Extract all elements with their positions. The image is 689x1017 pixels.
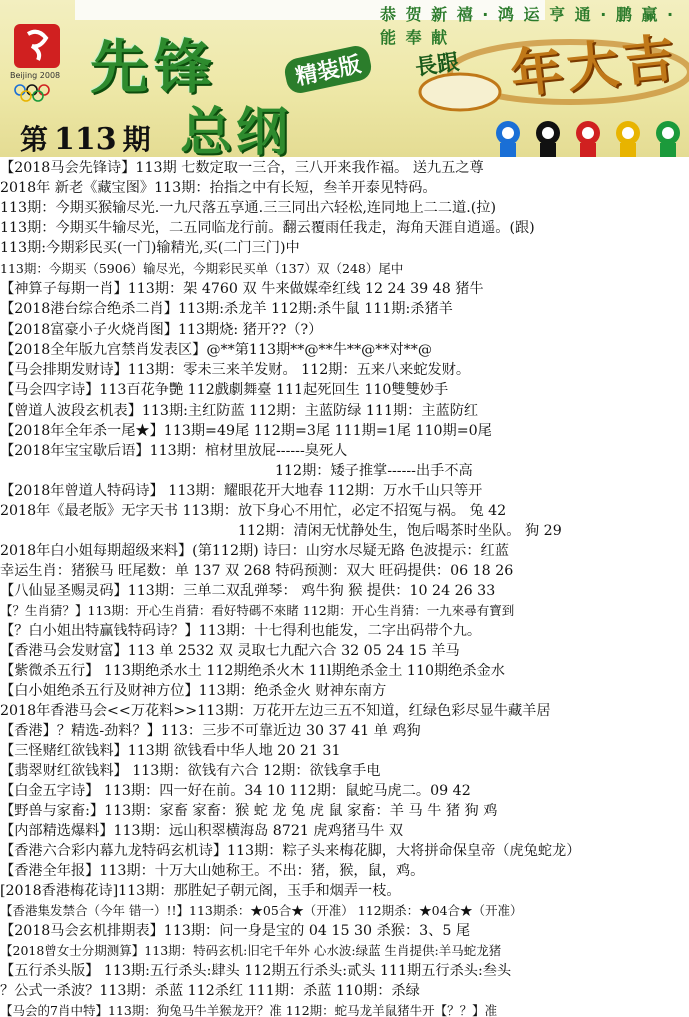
title-sub: 总纲: [180, 103, 293, 157]
text-line: 2018年 新老《藏宝图》113期：抬指之中有长短，叁羊开泰见特码。: [0, 180, 437, 196]
greeting-big: 年大吉: [507, 28, 682, 106]
emblem-text: Beijing 2008: [10, 71, 61, 80]
text-line: 【曾道人波段玄机表】113期:主红防蓝 112期：主蓝防绿 111期：主蓝防红: [0, 403, 479, 419]
text-line: 2018年香港马会<<万花料>>113期：万花开左边三五不知道，红绿色彩尽显牛藏羊居: [0, 703, 551, 719]
text-line: 【内部精选爆料】113期：远山积翠横海岛 8721 虎鸡猪马牛 双: [0, 823, 404, 839]
text-line: 【2018年宝宝歇后语】113期：棺材里放屁------臭死人: [0, 443, 348, 459]
text-line: 112期：清闲无忧静处生，饱后喝茶时坐队。 狗 29: [238, 523, 562, 539]
text-line: 【白小姐绝杀五行及财神方位】113期：绝杀金火 财神东南方: [0, 683, 387, 699]
header-banner: [0, 0, 689, 157]
text-line: 【香港马会发财富】113 单 2532 双 灵取七九配六合 32 05 24 15 羊马: [0, 643, 460, 659]
text-line: 幸运生肖：猪猴马 旺尾数：单 137 双 268 特码预测：双大 旺码提供：06 18 26: [0, 563, 514, 579]
text-line: 113期：今期买牛输尽光，二五同临龙行前。翻云覆雨任我走，海角天涯自逍遥。(跟): [0, 220, 535, 236]
banner-slogan: 恭 贺 新 禧 · 鸿 运 亨 通 · 鹏 赢 · 能 奉 献: [380, 5, 676, 47]
text-line: 【？白小姐出特赢钱特码诗？】113期：十七得利也能发，二字出码带个九。: [0, 623, 482, 639]
text-line: 【2018马会玄机排期表】113期：问一身是宝的 04 15 30 杀猴：3、5 尾: [0, 923, 471, 939]
text-line: 【香港】？精选-劲料？】113：三步不可靠近边 30 37 41 单 鸡狗: [0, 723, 421, 739]
text-line: 【2018曾女士分期测算】113期：特码玄机:旧宅千年外 心水波:绿蓝 生肖提供:羊马蛇龙猪: [0, 943, 502, 958]
title-main: 先锋: [90, 33, 219, 101]
text-line: 113期：今期买猴输尽光.一九尺落五享通.三三同出六轻松,连同地上二二道.(拉): [0, 200, 497, 216]
fuwa-mascots-icon: [490, 117, 685, 157]
text-line: 【马会排期发财诗】113期：零未三来羊发财。 112期：五来八来蛇发财。: [0, 362, 471, 378]
text-line: 【2018年曾道人特码诗】 113期：耀眼花开大地春 112期：万水千山只等开: [0, 483, 483, 499]
text-line: 【香港六合彩内幕九龙特码玄机诗】113期：粽子头来梅花脚，大将拼命保皇帝（虎兔蛇龙）: [0, 843, 581, 859]
text-line: 113期:今期彩民买(一门)输精光,买(二门三门)中: [0, 240, 300, 256]
issue-number: 113: [54, 122, 117, 157]
greeting-small: 長跟: [413, 50, 461, 81]
text-line: 【马会的7肖中特】113期：狗兔马牛羊猴龙开？准 112期：蛇马龙羊鼠猪牛开【？？】准: [0, 1003, 498, 1017]
issue-prefix: 第: [20, 123, 49, 156]
text-line: 【香港集发禁合（今年 错一）!!】113期杀：★05合★（开准） 112期杀：★04合★（开准）: [0, 903, 523, 918]
text-line: 【2018年全年杀一尾★】113期=49尾 112期=3尾 111期=1尾 110期=0尾: [0, 423, 492, 439]
text-line: 113期：今期买（5906）输尽光，今期彩民买单（137）双（248）尾中: [0, 261, 404, 276]
text-line: 【三怪赌红欲钱料】113期 欲钱看中华人地 20 21 31: [0, 743, 341, 759]
text-line: ？公式一杀波？113期：杀蓝 112杀红 111期：杀蓝 110期：杀绿: [0, 983, 420, 999]
text-line: 【马会四字诗】113百花争艷 112戲劇舞臺 111起死回生 110雙雙妙手: [0, 382, 449, 398]
text-line: 【白金五字诗】 113期：四一好在前。34 10 112期：鼠蛇马虎二。09 42: [0, 783, 471, 799]
text-line: 2018年白小姐每期超级来料】(第112期) 诗曰：山穷水尽疑无路 色波提示：红蓝: [0, 543, 509, 559]
edition-badge: 精装版: [282, 43, 373, 95]
text-line: 【五行杀头版】 113期:五行杀头:肆头 112期五行杀头:贰头 111期五行杀头:叁头: [0, 963, 512, 979]
text-line: 112期：矮子推掌------出手不高: [275, 463, 473, 479]
text-line: 【翡翠财红欲钱料】 113期：欲钱有六合 12期：欲钱拿手电: [0, 763, 381, 779]
text-line: 2018年《最老版》无字天书 113期：放下身心不用忙，必定不招冤与祸。 兔 42: [0, 503, 507, 519]
text-line: 【八仙显圣赐灵码】113期：三单二双乱弹琴： 鸡牛狗 猴 提供：10 24 26 33: [0, 583, 496, 599]
new-year-greeting: [400, 22, 689, 157]
text-line: 【2018港台综合绝杀二肖】113期:杀龙羊 112期:杀牛鼠 111期:杀猪羊: [0, 301, 453, 317]
text-line: 【？生肖猜？】113期：开心生肖猜：看好特碼不來睹 112期：开心生肖猜：一九來尋有寶到: [0, 603, 515, 618]
text-line: 【野兽与家畜:】113期：家畜 家畜：猴 蛇 龙 兔 虎 鼠 家畜：羊 马 牛 猪 狗 鸡: [0, 803, 498, 819]
issue-suffix: 期: [122, 123, 151, 156]
text-line: 【2018全年版九宫禁肖发表区】@**第113期**@**牛**@**对**@: [0, 342, 433, 358]
text-line: 【神算子每期一肖】113期：架 4760 双 牛来做媒牵红线 12 24 39 48 猪牛: [0, 281, 484, 297]
text-line: [2018香港梅花诗]113期：那胜妃子朝元阁，玉手和烟弄一枝。: [0, 883, 401, 899]
beijing-2008-emblem-icon: [8, 22, 66, 102]
text-line: 【香港全年报】113期：十万大山她称王。不出：猪，猴，鼠，鸡。: [0, 863, 425, 879]
text-line: 【2018马会先锋诗】113期 七数定取一三合，三八开来我作福。 送九五之尊: [0, 160, 484, 176]
text-line: 【2018富豪小子火烧肖图】113期烧: 猪开??（?）: [0, 322, 323, 338]
text-line: 【紫微杀五行】 113期绝杀水土 112期绝杀火木 11l期绝杀金土 110期绝杀金水: [0, 663, 505, 679]
issue-label: [20, 118, 151, 157]
